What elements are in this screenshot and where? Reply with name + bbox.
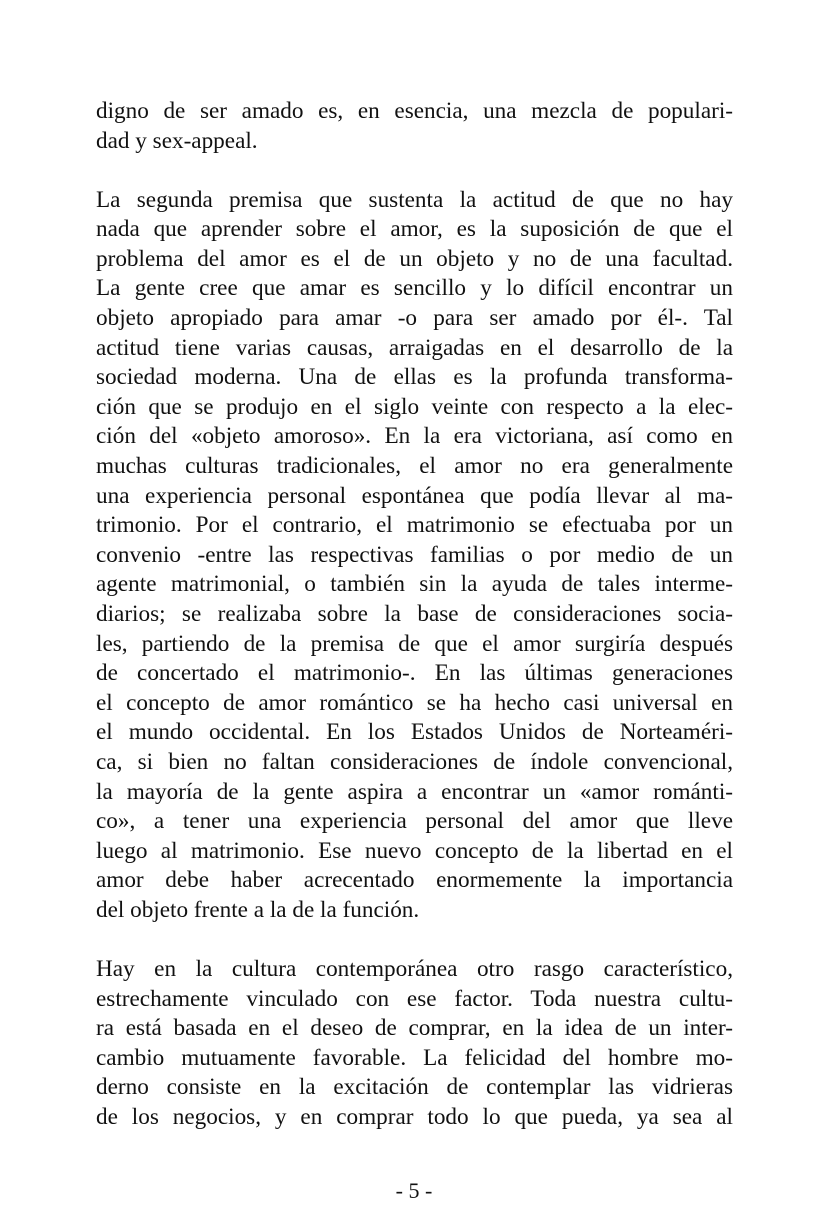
text-line: problema del amor es el de un objeto y no de una facultad.	[96, 245, 733, 272]
text-line: derno consiste en la excitación de contemplar las vidrieras	[96, 1074, 733, 1101]
text-line: el mundo occidental. En los Estados Unidos de Norteaméri-	[96, 719, 733, 746]
text-line: agente matrimonial, o también sin la ayuda de tales interme-	[96, 571, 733, 598]
text-line: sociedad moderna. Una de ellas es la profunda transforma-	[96, 364, 733, 391]
text-line: co», a tener una experiencia personal del amor que lleve	[96, 808, 733, 835]
text-line: La gente cree que amar es sencillo y lo difícil encontrar un	[96, 275, 733, 302]
page-number: - 5 -	[395, 1178, 433, 1203]
paragraph	[96, 186, 733, 926]
text-line: objeto apropiado para amar -o para ser amado por él-. Tal	[96, 305, 733, 332]
text-line: ción del «objeto amoroso». En la era victoriana, así como en	[96, 423, 733, 450]
text-line: convenio -entre las respectivas familias o por medio de un	[96, 541, 733, 568]
text-line: el concepto de amor romántico se ha hecho casi universal en	[96, 689, 733, 716]
text-line: La segunda premisa que sustenta la actitud de que no hay	[96, 186, 733, 213]
text-line: amor debe haber acrecentado enormemente la importancia	[96, 867, 733, 894]
text-line: nada que aprender sobre el amor, es la suposición de que el	[96, 216, 733, 243]
text-line: del objeto frente a la de la función.	[96, 896, 420, 923]
text-line: la mayoría de la gente aspira a encontrar un «amor románti-	[96, 778, 733, 805]
text-line: ra está basada en el deseo de comprar, en la idea de un inter-	[96, 1015, 733, 1042]
text-line: diarios; se realizaba sobre la base de consideraciones socia-	[96, 601, 733, 627]
text-line: trimonio. Por el contrario, el matrimonio se efectuaba por un	[96, 512, 733, 539]
text-line: cambio mutuamente favorable. La felicidad del hombre mo-	[96, 1044, 733, 1071]
text-line: ción que se produjo en el siglo veinte con respecto a la elec-	[96, 393, 733, 420]
text-line: muchas culturas tradicionales, el amor no era generalmente	[96, 453, 733, 480]
text-line: estrechamente vinculado con ese factor. Toda nuestra cultu-	[96, 985, 733, 1012]
text-line: les, partiendo de la premisa de que el amor surgiría después	[96, 630, 733, 657]
text-line: de los negocios, y en comprar todo lo que pueda, ya sea al	[96, 1104, 733, 1130]
paragraph	[96, 97, 733, 156]
paragraph	[96, 955, 733, 1133]
text-line: actitud tiene varias causas, arraigadas en el desarrollo de la	[96, 334, 733, 361]
text-line: ca, si bien no faltan consideraciones de índole convencional,	[96, 748, 733, 775]
text-line: de concertado el matrimonio-. En las últimas generaciones	[96, 660, 733, 687]
text-line: luego al matrimonio. Ese nuevo concepto de la libertad en el	[96, 837, 733, 864]
text-line: Hay en la cultura contemporánea otro rasgo característico,	[96, 956, 733, 983]
document-body	[96, 97, 733, 1162]
text-line: dad y sex-appeal.	[96, 127, 258, 154]
text-line: digno de ser amado es, en esencia, una mezcla de populari-	[96, 98, 733, 124]
text-line: una experiencia personal espontánea que podía llevar al ma-	[96, 482, 733, 509]
